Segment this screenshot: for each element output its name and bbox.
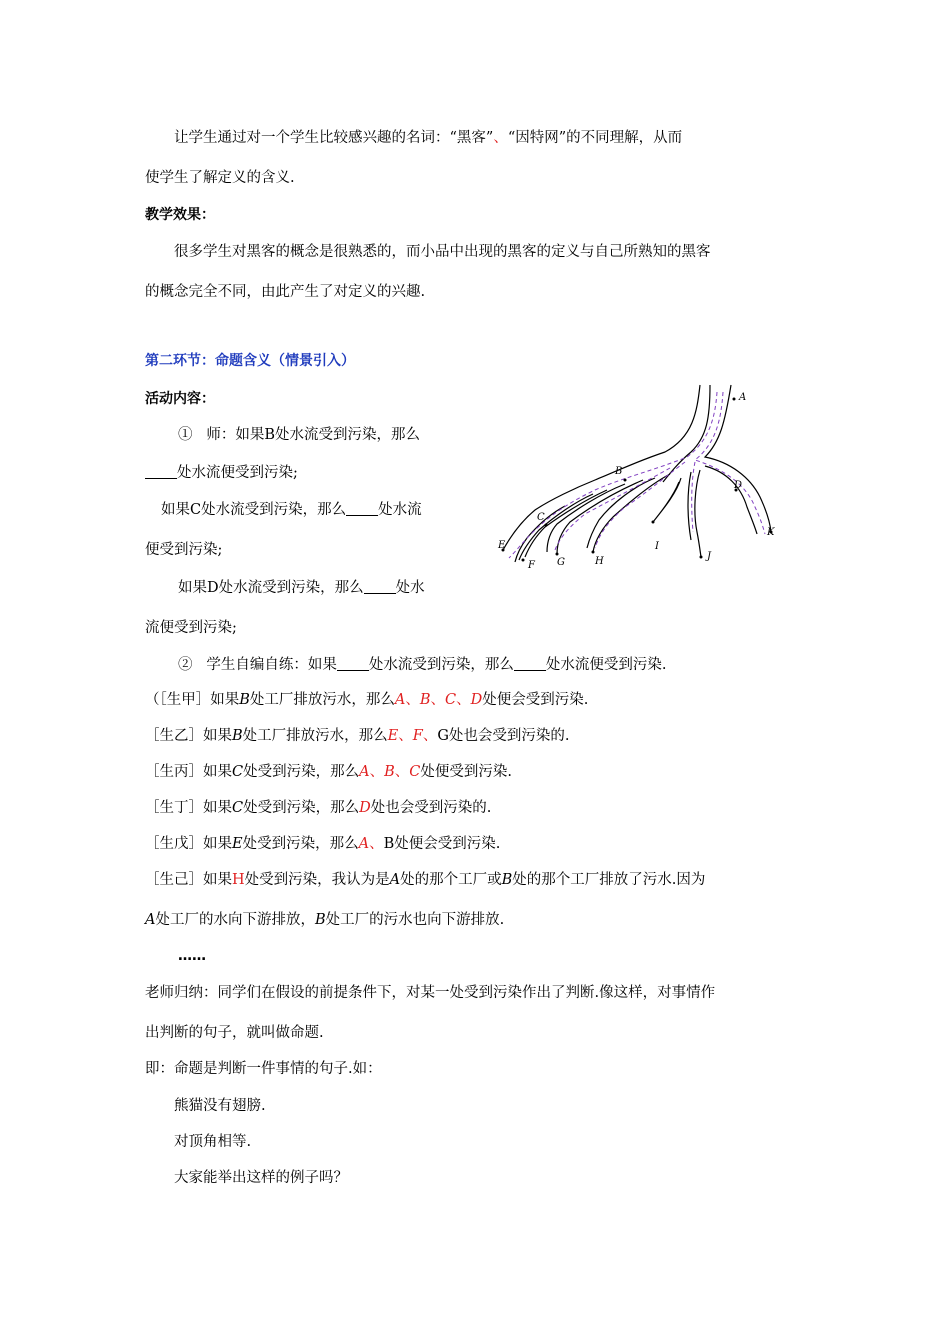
river-banks [503,385,771,562]
label-H: H [595,556,604,567]
example-1: 熊猫没有翅膀. [174,1098,266,1114]
label-K: K [767,527,775,538]
q1-line-6: 流便受到污染; [145,620,237,636]
label-I: I [655,541,659,552]
effect-heading: 教学效果： [145,207,215,223]
label-G: G [557,557,565,568]
river-diagram [495,382,795,577]
student-2: ［生乙］如果B处工厂排放污水，那么E、F、G处也会受到污染的. [145,728,570,744]
student-5: ［生戊］如果E处受到污染，那么A、B处便会受到污染. [145,836,501,852]
label-D: D [734,480,743,491]
student-3: ［生丙］如果C处受到污染，那么A、B、C处便受到污染. [145,764,512,780]
label-E: E [498,540,506,551]
effect-line-2: 的概念完全不同，由此产生了对定义的兴趣. [145,284,426,300]
section-heading: 第二环节：命题含义（情景引入） [145,353,355,369]
example-2: 对顶角相等. [174,1134,252,1150]
ellipsis: …… [178,948,206,964]
q1-line-3: 如果C处水流受到污染，那么 处水流 [161,502,422,518]
intro-line-1: 让学生通过对一个学生比较感兴趣的名词：“黑客”、“因特网”的不同理解，从而 [174,130,683,146]
q1-line-1: ① 师：如果B处水流受到污染，那么 [178,427,420,443]
summary-line-3: 即：命题是判断一件事情的句子.如： [145,1061,382,1077]
example-3: 大家能举出这样的例子吗？ [174,1170,348,1186]
summary-line-2: 出判断的句子，就叫做命题. [145,1025,324,1041]
label-A: A [739,392,747,403]
student-6-line-2: A处工厂的水向下游排放，B处工厂的污水也向下游排放. [145,912,505,928]
student-6: ［生己］如果H处受到污染，我认为是A处的那个工厂或B处的那个工厂排放了污水.因为 [145,872,706,888]
effect-line-1: 很多学生对黑客的概念是很熟悉的，而小品中出现的黑客的定义与自己所熟知的黑客 [174,244,711,260]
label-B: B [615,466,623,477]
label-F: F [528,560,535,571]
q1-line-4: 便受到污染; [145,542,223,558]
student-4: ［生丁］如果C处受到污染，那么D处也会受到污染的. [145,800,492,816]
label-J: J [707,551,712,562]
summary-line-1: 老师归纳：同学们在假设的前提条件下，对某一处受到污染作出了判断.像这样，对事情作 [145,985,716,1001]
label-C: C [537,512,545,523]
activity-heading: 活动内容： [145,391,215,407]
q2-line: ② 学生自编自练：如果 处水流受到污染，那么 处水流便受到污染. [178,657,667,673]
q1-line-2: 处水流便受到污染; [145,463,298,483]
intro-line-2: 使学生了解定义的含义. [145,170,295,186]
q1-line-5: 如果D处水流受到污染，那么 处水 [178,580,425,596]
flow-lines [509,392,765,558]
river-points [502,398,773,562]
student-1: （［生甲］如果B处工厂排放污水，那么A、B、C、D处便会受到污染. [145,692,589,708]
